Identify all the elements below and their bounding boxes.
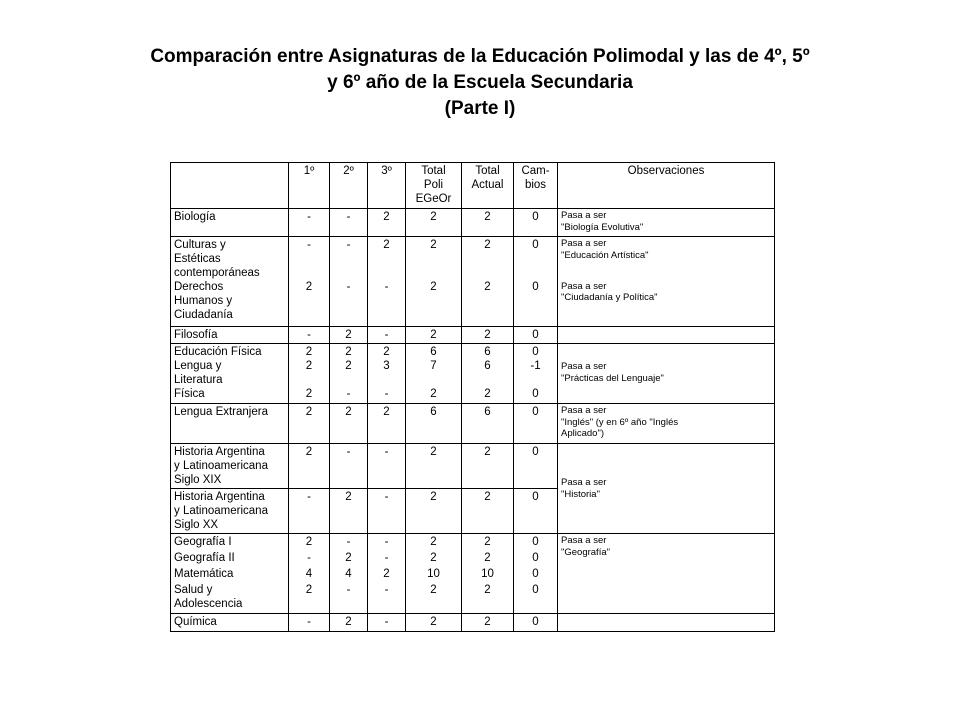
year-2-cell bbox=[330, 344, 368, 404]
obs-line: Pasa a ser bbox=[561, 210, 607, 221]
subject-line: Matemática bbox=[174, 568, 234, 580]
total-actual-cell: 2 bbox=[462, 327, 514, 344]
value-line: 2 bbox=[383, 346, 390, 358]
subject-cell: Biología bbox=[171, 209, 289, 237]
value-line: 2 bbox=[484, 584, 491, 596]
year-1-cell bbox=[289, 344, 330, 404]
table-row-edfisica-lengua-fisica bbox=[171, 344, 775, 404]
year-3-cell: - bbox=[368, 327, 406, 344]
total-poli-cell bbox=[406, 237, 462, 327]
header-total-actual-line: Actual bbox=[471, 179, 504, 191]
year-3-cell: - bbox=[368, 614, 406, 632]
year-3-cell bbox=[368, 344, 406, 404]
obs-line: "Prácticas del Lenguaje" bbox=[561, 372, 664, 384]
value-line: 2 bbox=[430, 536, 437, 548]
value-line: 2 bbox=[430, 388, 437, 400]
table-row-geografia-matematica-salud bbox=[171, 534, 775, 614]
value-line: 2 bbox=[430, 281, 437, 293]
total-actual-cell bbox=[462, 237, 514, 327]
page-title bbox=[0, 44, 960, 122]
obs-line: "Historia" bbox=[561, 488, 600, 500]
value-line: 6 bbox=[484, 360, 491, 372]
observaciones-cell bbox=[558, 237, 775, 327]
header-total-poli-line: Poli bbox=[423, 179, 444, 191]
obs-line: "Geografía" bbox=[561, 546, 610, 558]
value-line: 2 bbox=[484, 239, 491, 251]
value-line: - bbox=[346, 388, 351, 400]
cambios-cell: 0 bbox=[514, 444, 558, 489]
value-line: 3 bbox=[383, 360, 390, 372]
subject-cell bbox=[171, 489, 289, 534]
year-1-cell: - bbox=[289, 489, 330, 534]
value-line: 2 bbox=[430, 584, 437, 596]
value-line: 0 bbox=[532, 239, 539, 251]
year-2-cell: 2 bbox=[330, 404, 368, 444]
subject-cell: Lengua Extranjera bbox=[171, 404, 289, 444]
header-row bbox=[171, 163, 775, 209]
cambios-cell: 0 bbox=[514, 404, 558, 444]
subject-cell: Filosofía bbox=[171, 327, 289, 344]
value-line: 0 bbox=[532, 552, 539, 564]
header-subject bbox=[171, 163, 289, 209]
header-cambios bbox=[514, 163, 558, 209]
subject-line: Educación Física bbox=[174, 346, 262, 358]
value-line: 0 bbox=[532, 568, 539, 580]
year-1-cell bbox=[289, 237, 330, 327]
value-line: 2 bbox=[484, 536, 491, 548]
subject-line: Historia Argentina bbox=[174, 491, 265, 503]
year-2-cell: 2 bbox=[330, 489, 368, 534]
value-line: 4 bbox=[345, 568, 352, 580]
subject-line: Siglo XX bbox=[174, 519, 219, 531]
total-actual-cell bbox=[462, 534, 514, 614]
title-line-3: (Parte I) bbox=[444, 98, 516, 119]
cambios-cell: 0 bbox=[514, 489, 558, 534]
total-poli-cell: 2 bbox=[406, 489, 462, 534]
total-poli-cell: 2 bbox=[406, 614, 462, 632]
year-3-cell bbox=[368, 237, 406, 327]
total-poli-cell bbox=[406, 534, 462, 614]
obs-line: Pasa a ser bbox=[561, 405, 607, 416]
subject-cell bbox=[171, 534, 289, 614]
table-row-historia-xix bbox=[171, 444, 775, 489]
title-line-1: Comparación entre Asignaturas de la Educación Polimodal y las de 4º, 5º bbox=[150, 46, 810, 67]
cambios-cell: 0 bbox=[514, 327, 558, 344]
cambios-cell bbox=[514, 344, 558, 404]
value-line: - bbox=[346, 281, 351, 293]
value-line: - bbox=[307, 239, 311, 251]
observaciones-cell bbox=[558, 327, 775, 344]
header-cambios-line: bios bbox=[524, 179, 547, 191]
value-line: 0 bbox=[532, 536, 539, 548]
subject-line: Geografía I bbox=[174, 536, 232, 548]
obs-line: Pasa a ser bbox=[561, 535, 607, 546]
table-row-filosofia bbox=[171, 327, 775, 344]
value-line: - bbox=[346, 239, 351, 251]
obs-line: "Educación Artística" bbox=[561, 249, 649, 261]
total-actual-cell: 6 bbox=[462, 404, 514, 444]
value-line: - bbox=[384, 536, 389, 548]
value-line: 2 bbox=[430, 552, 437, 564]
total-poli-cell: 2 bbox=[406, 444, 462, 489]
total-poli-cell: 2 bbox=[406, 209, 462, 237]
value-line: 6 bbox=[430, 346, 437, 358]
subject-line: y Latinoamericana bbox=[174, 505, 268, 517]
subject-line: Ciudadanía bbox=[174, 309, 233, 321]
year-2-cell bbox=[330, 237, 368, 327]
cambios-cell bbox=[514, 237, 558, 327]
year-2-cell: 2 bbox=[330, 614, 368, 632]
value-line: 7 bbox=[430, 360, 437, 372]
header-total-actual-line: Total bbox=[475, 165, 500, 177]
subject-line: Siglo XIX bbox=[174, 474, 222, 486]
value-line: - bbox=[384, 552, 389, 564]
subject-line: Física bbox=[174, 388, 205, 400]
year-3-cell bbox=[368, 534, 406, 614]
year-3-cell: - bbox=[368, 489, 406, 534]
year-3-cell: 2 bbox=[368, 209, 406, 237]
table-row-biologia bbox=[171, 209, 775, 237]
subject-cell bbox=[171, 344, 289, 404]
observaciones-cell bbox=[558, 444, 775, 534]
year-3-cell: 2 bbox=[368, 404, 406, 444]
value-line: 2 bbox=[484, 281, 491, 293]
value-line: - bbox=[384, 281, 389, 293]
header-total-actual bbox=[462, 163, 514, 209]
obs-line: Pasa a ser bbox=[561, 361, 607, 372]
value-line: 2 bbox=[345, 346, 352, 358]
cambios-cell bbox=[514, 534, 558, 614]
total-actual-cell bbox=[462, 344, 514, 404]
subject-line: Lengua y bbox=[174, 360, 222, 372]
year-2-cell bbox=[330, 534, 368, 614]
value-line: 0 bbox=[532, 346, 539, 358]
subject-cell bbox=[171, 237, 289, 327]
header-year-1: 1º bbox=[289, 163, 330, 209]
year-1-cell bbox=[289, 534, 330, 614]
observaciones-cell bbox=[558, 344, 775, 404]
table-row-culturas-derechos bbox=[171, 237, 775, 327]
value-line: - bbox=[346, 536, 351, 548]
value-line: 4 bbox=[305, 568, 313, 580]
subject-line: Geografía II bbox=[174, 552, 235, 564]
obs-line: Aplicado") bbox=[561, 428, 604, 439]
value-line: - bbox=[384, 584, 389, 596]
total-poli-cell bbox=[406, 344, 462, 404]
value-line: 10 bbox=[427, 568, 440, 580]
obs-line: "Ciudadanía y Política" bbox=[561, 292, 658, 303]
title-line-2: y 6º año de la Escuela Secundaria bbox=[327, 72, 633, 93]
observaciones-cell bbox=[558, 614, 775, 632]
value-line: 2 bbox=[305, 281, 313, 293]
subject-line: y Latinoamericana bbox=[174, 460, 268, 472]
value-line: -1 bbox=[530, 360, 541, 372]
value-line: 2 bbox=[345, 360, 352, 372]
value-line: 2 bbox=[484, 552, 491, 564]
value-line: 2 bbox=[305, 536, 313, 548]
observaciones-cell bbox=[558, 534, 775, 614]
header-year-2: 2º bbox=[330, 163, 368, 209]
subject-line: Salud y bbox=[174, 584, 213, 596]
value-line: 0 bbox=[532, 281, 539, 293]
total-poli-cell: 2 bbox=[406, 327, 462, 344]
total-actual-cell: 2 bbox=[462, 444, 514, 489]
subject-cell: Química bbox=[171, 614, 289, 632]
year-2-cell: - bbox=[330, 209, 368, 237]
total-poli-cell: 6 bbox=[406, 404, 462, 444]
subject-line: contemporáneas bbox=[174, 267, 260, 279]
obs-line: Pasa a ser bbox=[561, 238, 607, 249]
obs-line: "Inglés" (y en 6º año "Inglés bbox=[561, 416, 679, 428]
year-1-cell: - bbox=[289, 327, 330, 344]
year-2-cell: 2 bbox=[330, 327, 368, 344]
header-cambios-line: Cam- bbox=[521, 165, 550, 177]
observaciones-cell bbox=[558, 209, 775, 237]
value-line: 2 bbox=[305, 346, 313, 358]
observaciones-cell bbox=[558, 404, 775, 444]
value-line: 2 bbox=[305, 584, 313, 596]
year-2-cell: - bbox=[330, 444, 368, 489]
comparison-table bbox=[170, 162, 775, 632]
total-actual-cell: 2 bbox=[462, 489, 514, 534]
subject-line: Derechos bbox=[174, 281, 224, 293]
year-3-cell: - bbox=[368, 444, 406, 489]
subject-line: Estéticas bbox=[174, 253, 221, 265]
year-1-cell: - bbox=[289, 614, 330, 632]
value-line: 2 bbox=[383, 239, 390, 251]
cambios-cell: 0 bbox=[514, 614, 558, 632]
obs-line: Pasa a ser bbox=[561, 477, 607, 488]
header-total-poli-line: EGeOr bbox=[415, 193, 452, 205]
header-observaciones: Observaciones bbox=[558, 163, 775, 209]
subject-line: Humanos y bbox=[174, 295, 233, 307]
value-line: 2 bbox=[383, 568, 390, 580]
subject-line: Adolescencia bbox=[174, 598, 243, 610]
header-total-poli bbox=[406, 163, 462, 209]
subject-line: Historia Argentina bbox=[174, 446, 265, 458]
table-row-extranjera bbox=[171, 404, 775, 444]
value-line: 2 bbox=[305, 360, 313, 372]
value-line: - bbox=[384, 388, 389, 400]
subject-line: Culturas y bbox=[174, 239, 226, 251]
year-1-cell: 2 bbox=[289, 444, 330, 489]
value-line: 2 bbox=[430, 239, 437, 251]
value-line: 0 bbox=[532, 388, 539, 400]
year-1-cell: 2 bbox=[289, 404, 330, 444]
subject-cell bbox=[171, 444, 289, 489]
value-line: - bbox=[307, 552, 311, 564]
value-line: 2 bbox=[484, 388, 491, 400]
subject-line: Literatura bbox=[174, 374, 223, 386]
cambios-cell: 0 bbox=[514, 209, 558, 237]
total-actual-cell: 2 bbox=[462, 614, 514, 632]
value-line: 2 bbox=[305, 388, 313, 400]
value-line: 0 bbox=[532, 584, 539, 596]
value-line: - bbox=[346, 584, 351, 596]
obs-line: Pasa a ser bbox=[561, 280, 607, 292]
table-row-quimica bbox=[171, 614, 775, 632]
value-line: 2 bbox=[345, 552, 352, 564]
obs-line: "Biología Evolutiva" bbox=[561, 221, 644, 233]
header-year-3: 3º bbox=[368, 163, 406, 209]
value-line: 10 bbox=[481, 568, 494, 580]
value-line: 6 bbox=[484, 346, 491, 358]
year-1-cell: - bbox=[289, 209, 330, 237]
total-actual-cell: 2 bbox=[462, 209, 514, 237]
header-total-poli-line: Total bbox=[421, 165, 446, 177]
